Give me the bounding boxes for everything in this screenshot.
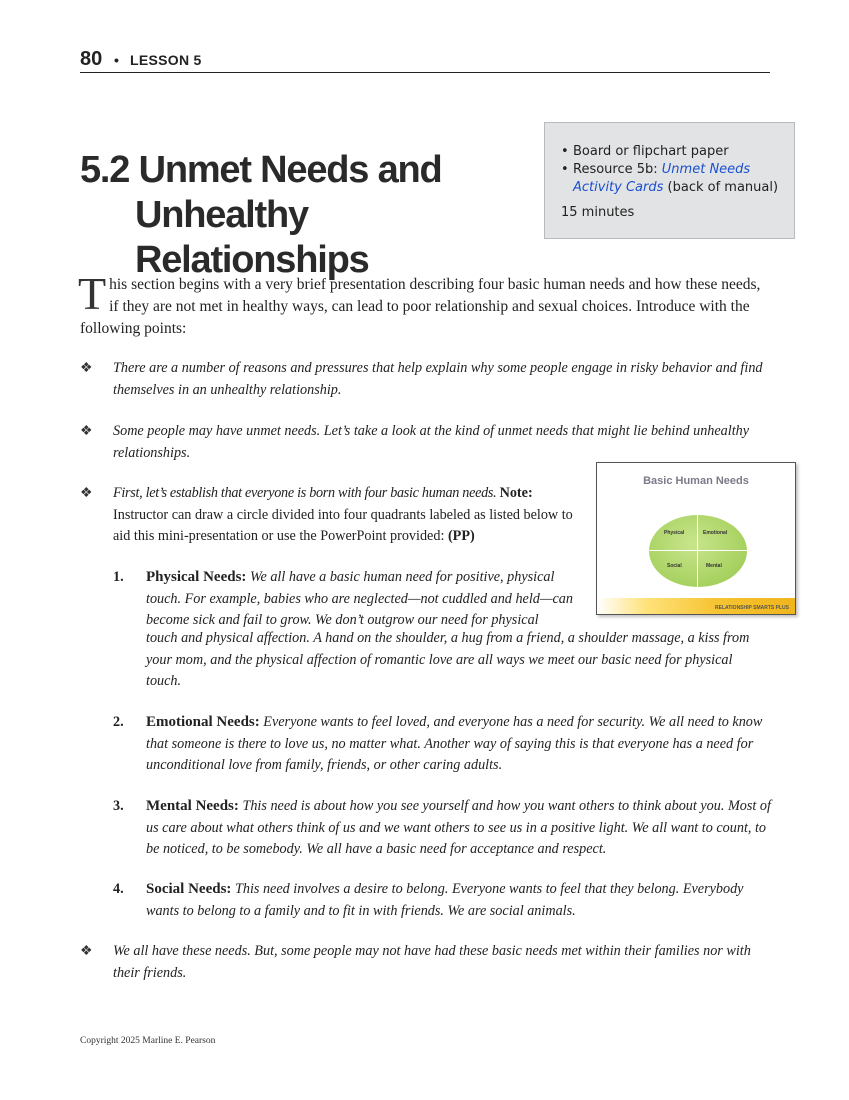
time-estimate: 15 minutes	[561, 205, 635, 220]
header-bullet: •	[114, 52, 119, 68]
need-number: 3.	[113, 798, 124, 814]
need-body	[146, 567, 576, 632]
intro-text: his section begins with a very brief presentation describing four basic human needs and how these needs, if they are not met in healthy ways, can lead to poor relationship and sexual choices. Introduce with the following points:	[80, 276, 761, 337]
bullet-text: Some people may have unmet needs. Let’s take a look at the kind of unmet needs that might lie behind unhealthy relationships.	[113, 423, 750, 461]
bullet-italic-text: First, let’s establish that everyone is born with four basic human needs.	[113, 485, 500, 501]
lesson-label: LESSON 5	[130, 52, 202, 68]
resource-link[interactable]: Unmet Needs Activity Cards	[573, 162, 751, 195]
slide-title: Basic Human Needs	[643, 475, 749, 487]
needs-circle	[649, 515, 747, 587]
materials-list	[561, 143, 784, 197]
section-title-line1: 5.2 Unmet Needs and	[80, 149, 442, 191]
note-label: Note:	[499, 485, 533, 501]
need-text: Everyone wants to feel loved, and everyone has a need for security. We all need to know that someone is there to love us, no matter what. Another way of saying this is that everyone has a need for unconditional love from family, friends, or other caring adults.	[146, 714, 763, 773]
page-number: 80	[80, 48, 103, 70]
materials-item	[561, 161, 784, 197]
need-body	[146, 796, 771, 861]
need-body	[146, 712, 771, 777]
quadrant-label: Mental	[706, 563, 722, 569]
need-number: 1.	[113, 569, 124, 585]
section-title	[80, 148, 550, 283]
need-text: This need involves a desire to belong. Everyone wants to feel that they belong. Everybody wants to belong to a family and to fit in with friends. We are social animals.	[146, 881, 744, 919]
diamond-bullet-icon: ❖	[80, 361, 93, 376]
need-number: 4.	[113, 881, 124, 897]
copyright-footer: Copyright 2025 Marline E. Pearson	[80, 1036, 216, 1046]
running-header	[80, 48, 770, 73]
quadrant-label: Social	[667, 563, 682, 569]
pp-label: (PP)	[447, 528, 475, 544]
bullet-text: There are a number of reasons and pressures that help explain why some people engage in risky behavior and find themselves in an unhealthy relationship.	[113, 360, 763, 398]
bullet-text: We all have these needs. But, some people may not have had these basic needs met within their families nor with their friends.	[113, 943, 751, 981]
diamond-bullet-icon: ❖	[80, 424, 93, 439]
need-label: Emotional Needs:	[146, 714, 260, 730]
diamond-bullet-icon: ❖	[80, 944, 93, 959]
need-body	[146, 879, 771, 922]
need-text: touch and physical affection. A hand on the shoulder, a hug from a friend, a shoulder massage, a kiss from your mom, and the physical affection of romantic love are all ways we meet our basic need for physical touch.	[146, 630, 750, 689]
materials-box	[544, 122, 795, 239]
need-label: Mental Needs:	[146, 798, 239, 814]
bullet-text	[113, 483, 583, 548]
need-label: Physical Needs:	[146, 569, 247, 585]
need-label: Social Needs:	[146, 881, 232, 897]
materials-item: • Board or flipchart paper	[561, 143, 784, 161]
quadrant-divider	[649, 550, 747, 551]
section-title-line2: Unhealthy Relationships	[135, 194, 369, 281]
resource-prefix: Resource 5b:	[573, 162, 662, 177]
quadrant-divider	[697, 515, 698, 587]
note-text: Instructor can draw a circle divided into four quadrants labeled as listed below to aid this mini-presentation or use the PowerPoint provided:	[113, 506, 573, 544]
need-text: We all have a basic human need for positive, physical touch. For example, babies who are neglected—not cuddled and held—can become sick and fail to grow. We don’t outgrow our need for physical	[146, 569, 573, 628]
need-number: 2.	[113, 714, 124, 730]
drop-cap: T	[78, 268, 107, 319]
quadrant-label: Emotional	[703, 530, 728, 536]
resource-suffix: (back of manual)	[663, 180, 779, 195]
powerpoint-slide-thumbnail	[596, 462, 796, 615]
quadrant-label: Physical	[664, 530, 685, 536]
need-text: This need is about how you see yourself and how you want others to think about you. Most of us care about what others think of us and we want others to see us in a positive light. We all want to count, to be noticed, to be somebody. We all have a basic need for acceptance and respect.	[146, 798, 771, 857]
slide-brand-logo: RELATIONSHIP SMARTS PLUS	[715, 605, 789, 611]
diamond-bullet-icon: ❖	[80, 486, 93, 501]
intro-paragraph	[78, 268, 770, 340]
